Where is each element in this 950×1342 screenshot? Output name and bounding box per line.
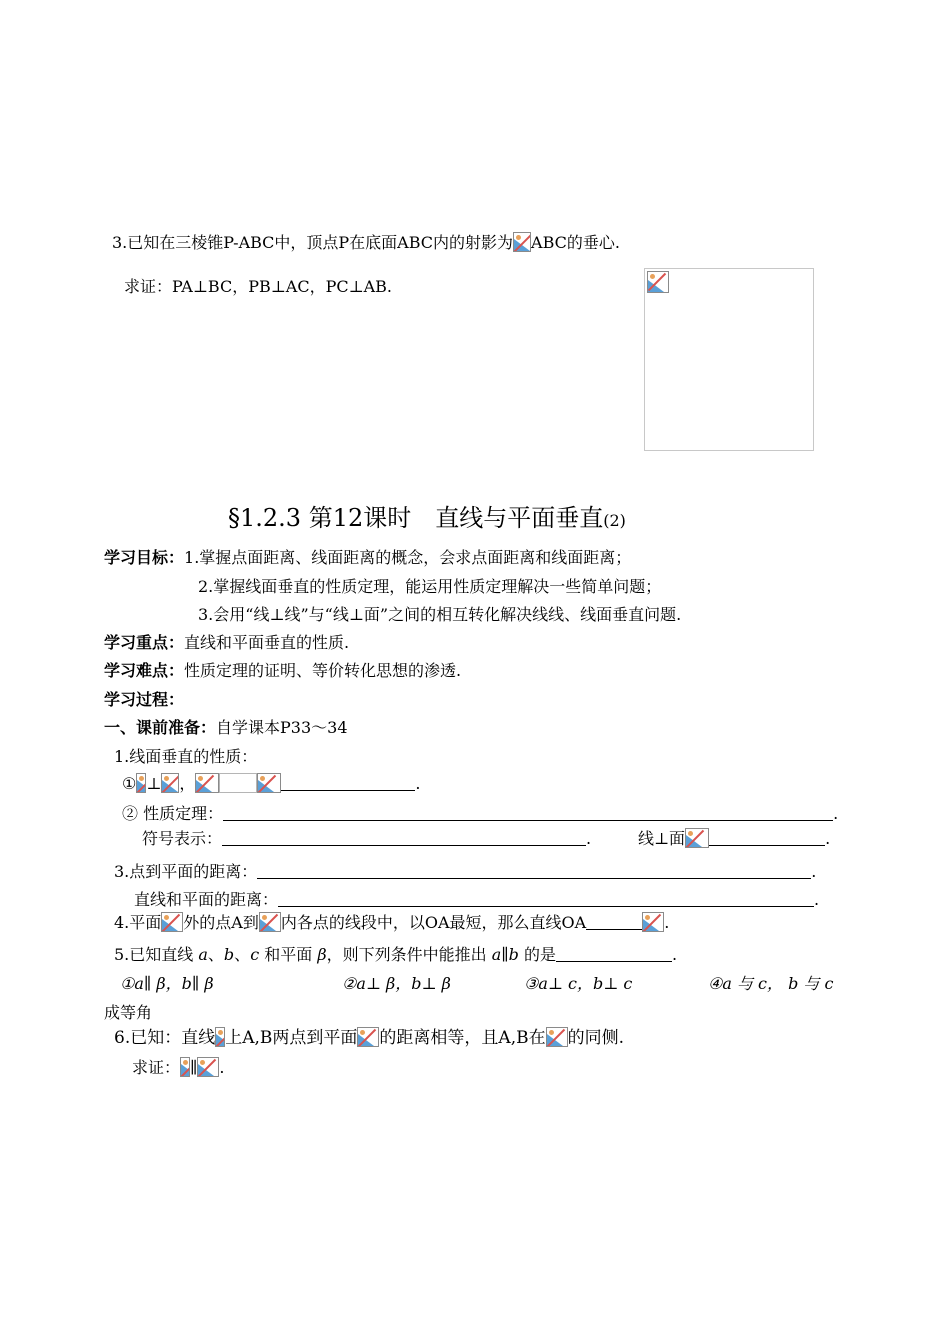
broken-image-icon [161, 773, 179, 793]
blank-line[interactable] [709, 829, 825, 846]
problem3-prove: 求证：PA⊥BC，PB⊥AC，PC⊥AB. [124, 277, 393, 296]
goals-line3: 3.会用“线⊥线”与“线⊥面”之间的相互转化解决线线、线面垂直问题. [198, 605, 682, 624]
q1-symbol: 符号表示： . [142, 829, 592, 848]
page-title: §1.2.3 第12课时 直线与平面垂直(2) [228, 504, 626, 532]
broken-image-icon [197, 1057, 219, 1077]
q1-item2: ② 性质定理： . [122, 804, 839, 823]
broken-image-icon [685, 828, 709, 848]
broken-image-icon [180, 1057, 190, 1077]
q5-option1: ①a∥ β，b∥ β [120, 974, 214, 993]
blank-line[interactable] [278, 890, 814, 907]
q4-line: 4.平面 外的点A到 内各点的线段中，以OA最短，那么直线OA . [114, 913, 670, 932]
blank-line[interactable] [281, 774, 415, 791]
image-frame [219, 773, 257, 793]
key-point: 学习重点：直线和平面垂直的性质. [104, 633, 350, 652]
blank-line[interactable] [222, 829, 586, 846]
goals-line1: 学习目标：1.掌握点面距离、线面距离的概念，会求点面距离和线面距离； [104, 548, 632, 567]
figure-frame [644, 268, 814, 451]
q1-item1: ① ⊥ ， . [122, 774, 421, 793]
blank-line[interactable] [223, 804, 833, 821]
broken-image-icon [259, 912, 281, 932]
q5-option4-cont: 成等角 [104, 1003, 153, 1022]
blank-line[interactable] [586, 913, 642, 930]
q3-line1: 3.点到平面的距离： . [114, 862, 817, 881]
broken-image-icon [161, 912, 183, 932]
broken-image-icon [642, 912, 664, 932]
broken-image-icon [136, 773, 146, 793]
q6-prove: 求证： ∥ . [132, 1058, 225, 1077]
goals-line2: 2.掌握线面垂直的性质定理，能运用性质定理解决一些简单问题； [198, 577, 662, 596]
q3-line2: 直线和平面的距离： . [134, 890, 820, 909]
q5-option4: ④a 与 c， b 与 c [708, 974, 834, 993]
q6-line: 6.已知：直线 上A,B两点到平面 的距离相等，且A,B在 的同侧. [114, 1028, 625, 1048]
q5-line: 5.已知直线 a、b、c 和平面 β，则下列条件中能推出 a∥b 的是 . [114, 945, 678, 964]
q1-line-perp-plane: 线⊥面 . [638, 829, 831, 848]
problem3-line1: 3.已知在三棱锥P-ABC中，顶点P在底面ABC内的射影为 ABC的垂心. [112, 233, 620, 252]
broken-image-icon [357, 1027, 379, 1047]
difficulty: 学习难点：性质定理的证明、等价转化思想的渗透. [104, 661, 462, 680]
process-heading: 学习过程： [104, 690, 185, 709]
blank-line[interactable] [556, 945, 672, 962]
broken-image-icon [546, 1027, 568, 1047]
prep-heading: 一、课前准备：自学课本P33～34 [104, 718, 348, 737]
broken-image-icon [257, 773, 281, 793]
q5-option2: ②a⊥ β，b⊥ β [342, 974, 451, 993]
q5-option3: ③a⊥ c，b⊥ c [524, 974, 633, 993]
q1-title: 1.线面垂直的性质： [114, 747, 258, 766]
broken-image-icon [215, 1027, 225, 1047]
broken-image-icon [513, 232, 531, 252]
broken-image-icon [647, 271, 669, 293]
blank-line[interactable] [257, 862, 811, 879]
broken-image-icon [195, 773, 219, 793]
